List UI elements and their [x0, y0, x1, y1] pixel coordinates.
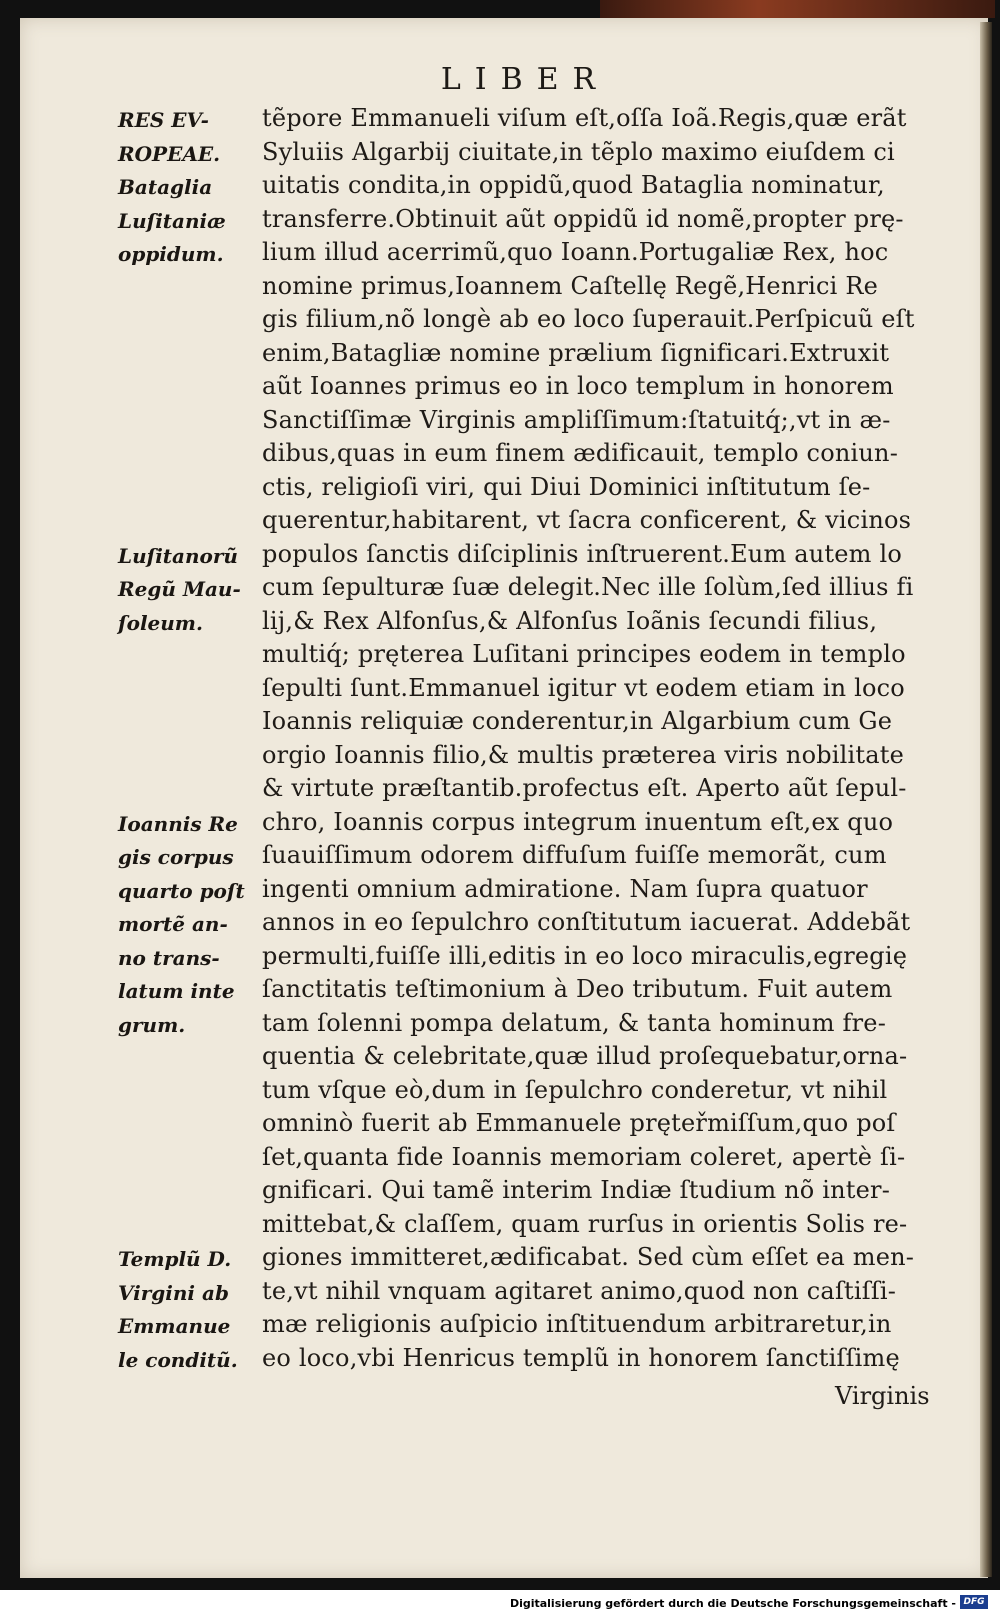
text-line: ingenti omnium admiratione. Nam ſupra quatuor	[262, 874, 868, 903]
text-line: lium illud acerrimũ,quo Ioann.Portugaliæ Rex, hoc	[262, 238, 889, 266]
running-head: LIBER	[440, 62, 610, 97]
margin-note-line: Luſitaniæ	[118, 208, 226, 233]
text-line: ſepulti ſunt.Emmanuel igitur vt eodem etiam in loco	[262, 673, 905, 702]
margin-note-line: Templũ D.	[118, 1247, 232, 1271]
text-line: ſanctitatis teſtimonium à Deo tributum. Fuit autem	[262, 975, 893, 1003]
text-line: gnificari. Qui tamẽ interim Indiæ ſtudium nõ inter-	[262, 1176, 891, 1204]
text-line: populos ſanctis diſciplinis inſtruerent.Eum autem lo	[262, 539, 902, 568]
binding-edge	[600, 0, 995, 18]
text-line: tẽpore Emmanueli viſum eſt,oſſa Ioã.Regis,quæ erãt	[262, 104, 907, 132]
text-line: permulti,fuiſſe illi,editis in eo loco miraculis,egregię	[262, 941, 908, 970]
margin-note-line: no trans-	[118, 945, 220, 970]
page-edge-shadow	[980, 22, 992, 1577]
text-line: mæ religionis auſpicio inſtituendum arbitraretur,in	[262, 1310, 892, 1338]
margin-note-line: gis corpus	[118, 845, 234, 869]
text-line: orgio Ioannis filio,& multis præterea viris nobilitate	[262, 740, 905, 769]
catchword: Virginis	[835, 1382, 930, 1410]
digitization-footer	[0, 1590, 1000, 1621]
text-line: aũt Ioannes primus eo in loco templum in honorem	[262, 372, 894, 400]
text-line: gis filium,nõ longè ab eo loco ſuperauit.Perſpicuũ eſt	[262, 305, 915, 333]
text-line: Syluiis Algarbij ciuitate,in tẽplo maximo eiuſdem ci	[262, 137, 895, 166]
text-line: tum vſque eò,dum in ſepulchro conderetur, vt nihil	[262, 1075, 888, 1104]
margin-note-line: Bataglia	[118, 175, 213, 199]
text-line: querentur,habitarent, vt ſacra conficerent, & vicinos	[262, 506, 912, 534]
text-line: annos in eo ſepulchro conſtitutum iacuerat. Addebãt	[262, 908, 911, 936]
text-line: giones immitteret,ædificabat. Sed cùm eſſet ea men-	[262, 1243, 915, 1271]
text-line: eo loco,vbi Henricus templũ in honorem ſanctiſſimę	[262, 1343, 900, 1372]
text-line: nomine primus,Ioannem Caſtellę Regẽ,Henrici Re	[262, 271, 879, 300]
text-line: mittebat,& claſſem, quam rurſus in orientis Solis re-	[262, 1209, 908, 1238]
margin-note-line: ſoleum.	[118, 610, 203, 635]
text-line: tam ſolenni pompa delatum, & tanta hominum fre-	[262, 1008, 887, 1037]
text-line: Ioannis reliquiæ conderentur,in Algarbium cum Ge	[262, 707, 893, 735]
text-line: ſet,quanta fide Ioannis memoriam coleret, apertè ſi-	[262, 1142, 906, 1171]
margin-note-line: mortẽ an-	[118, 912, 228, 936]
text-line: lij,& Rex Alfonſus,& Alfonſus Ioãnis ſecundi filius,	[262, 606, 878, 635]
dfg-logo-icon: DFG	[960, 1595, 988, 1609]
margin-note-line: RES EV-	[118, 108, 209, 132]
margin-note-line: Emmanue	[118, 1314, 231, 1338]
text-line: dibus,quas in eum finem ædificauit, templo coniun-	[262, 439, 899, 467]
margin-note-line: Regũ Mau-	[118, 577, 241, 601]
margin-note-line: Ioannis Re	[118, 811, 238, 836]
text-line: quentia & celebritate,quæ illud proſequebatur,orna-	[262, 1042, 908, 1070]
margin-note-line: ROPEAE.	[118, 141, 221, 166]
margin-note-line: oppidum.	[118, 242, 224, 266]
margin-note-line: le conditũ.	[118, 1347, 238, 1372]
text-line: ctis, religioſi viri, qui Diui Dominici inſtitutum ſe-	[262, 472, 871, 501]
text-line: transferre.Obtinuit aũt oppidũ id nomẽ,propter prę-	[262, 204, 904, 233]
margin-note-line: Virgini ab	[118, 1280, 229, 1305]
text-line: enim,Batagliæ nomine prælium ſignificari.Extruxit	[262, 338, 890, 367]
text-line: uitatis condita,in oppidũ,quod Bataglia nominatur,	[262, 171, 885, 199]
text-line: & virtute præſtantib.profectus eſt. Aperto aũt ſepul-	[262, 774, 907, 802]
text-line: multiq́; pręterea Luſitani principes eodem in templo	[262, 640, 906, 668]
margin-note-line: quarto poſt	[118, 878, 245, 903]
text-line: cum ſepulturæ ſuæ delegit.Nec ille ſolùm,ſed illius fi	[262, 573, 914, 601]
margin-note-line: Luſitanorũ	[118, 543, 238, 568]
text-line: te,vt nihil vnquam agitaret animo,quod non caſtiſſi-	[262, 1276, 897, 1305]
text-line: omninò fuerit ab Emmanuele pręteřmiſſum,quo poſ	[262, 1109, 896, 1137]
footer-credit: Digitalisierung gefördert durch die Deutsche Forschungsgemeinschaft -	[509, 1597, 956, 1610]
text-line: ſuauiſſimum odorem diffuſum fuiſſe memorãt, cum	[262, 841, 887, 869]
margin-note-line: latum inte	[118, 979, 235, 1003]
margin-note-line: grum.	[118, 1012, 186, 1037]
text-line: chro, Ioannis corpus integrum inuentum eſt,ex quo	[262, 807, 894, 836]
text-line: Sanctiſſimæ Virginis ampliſſimum:ſtatuitq́;,vt in æ-	[262, 405, 891, 434]
